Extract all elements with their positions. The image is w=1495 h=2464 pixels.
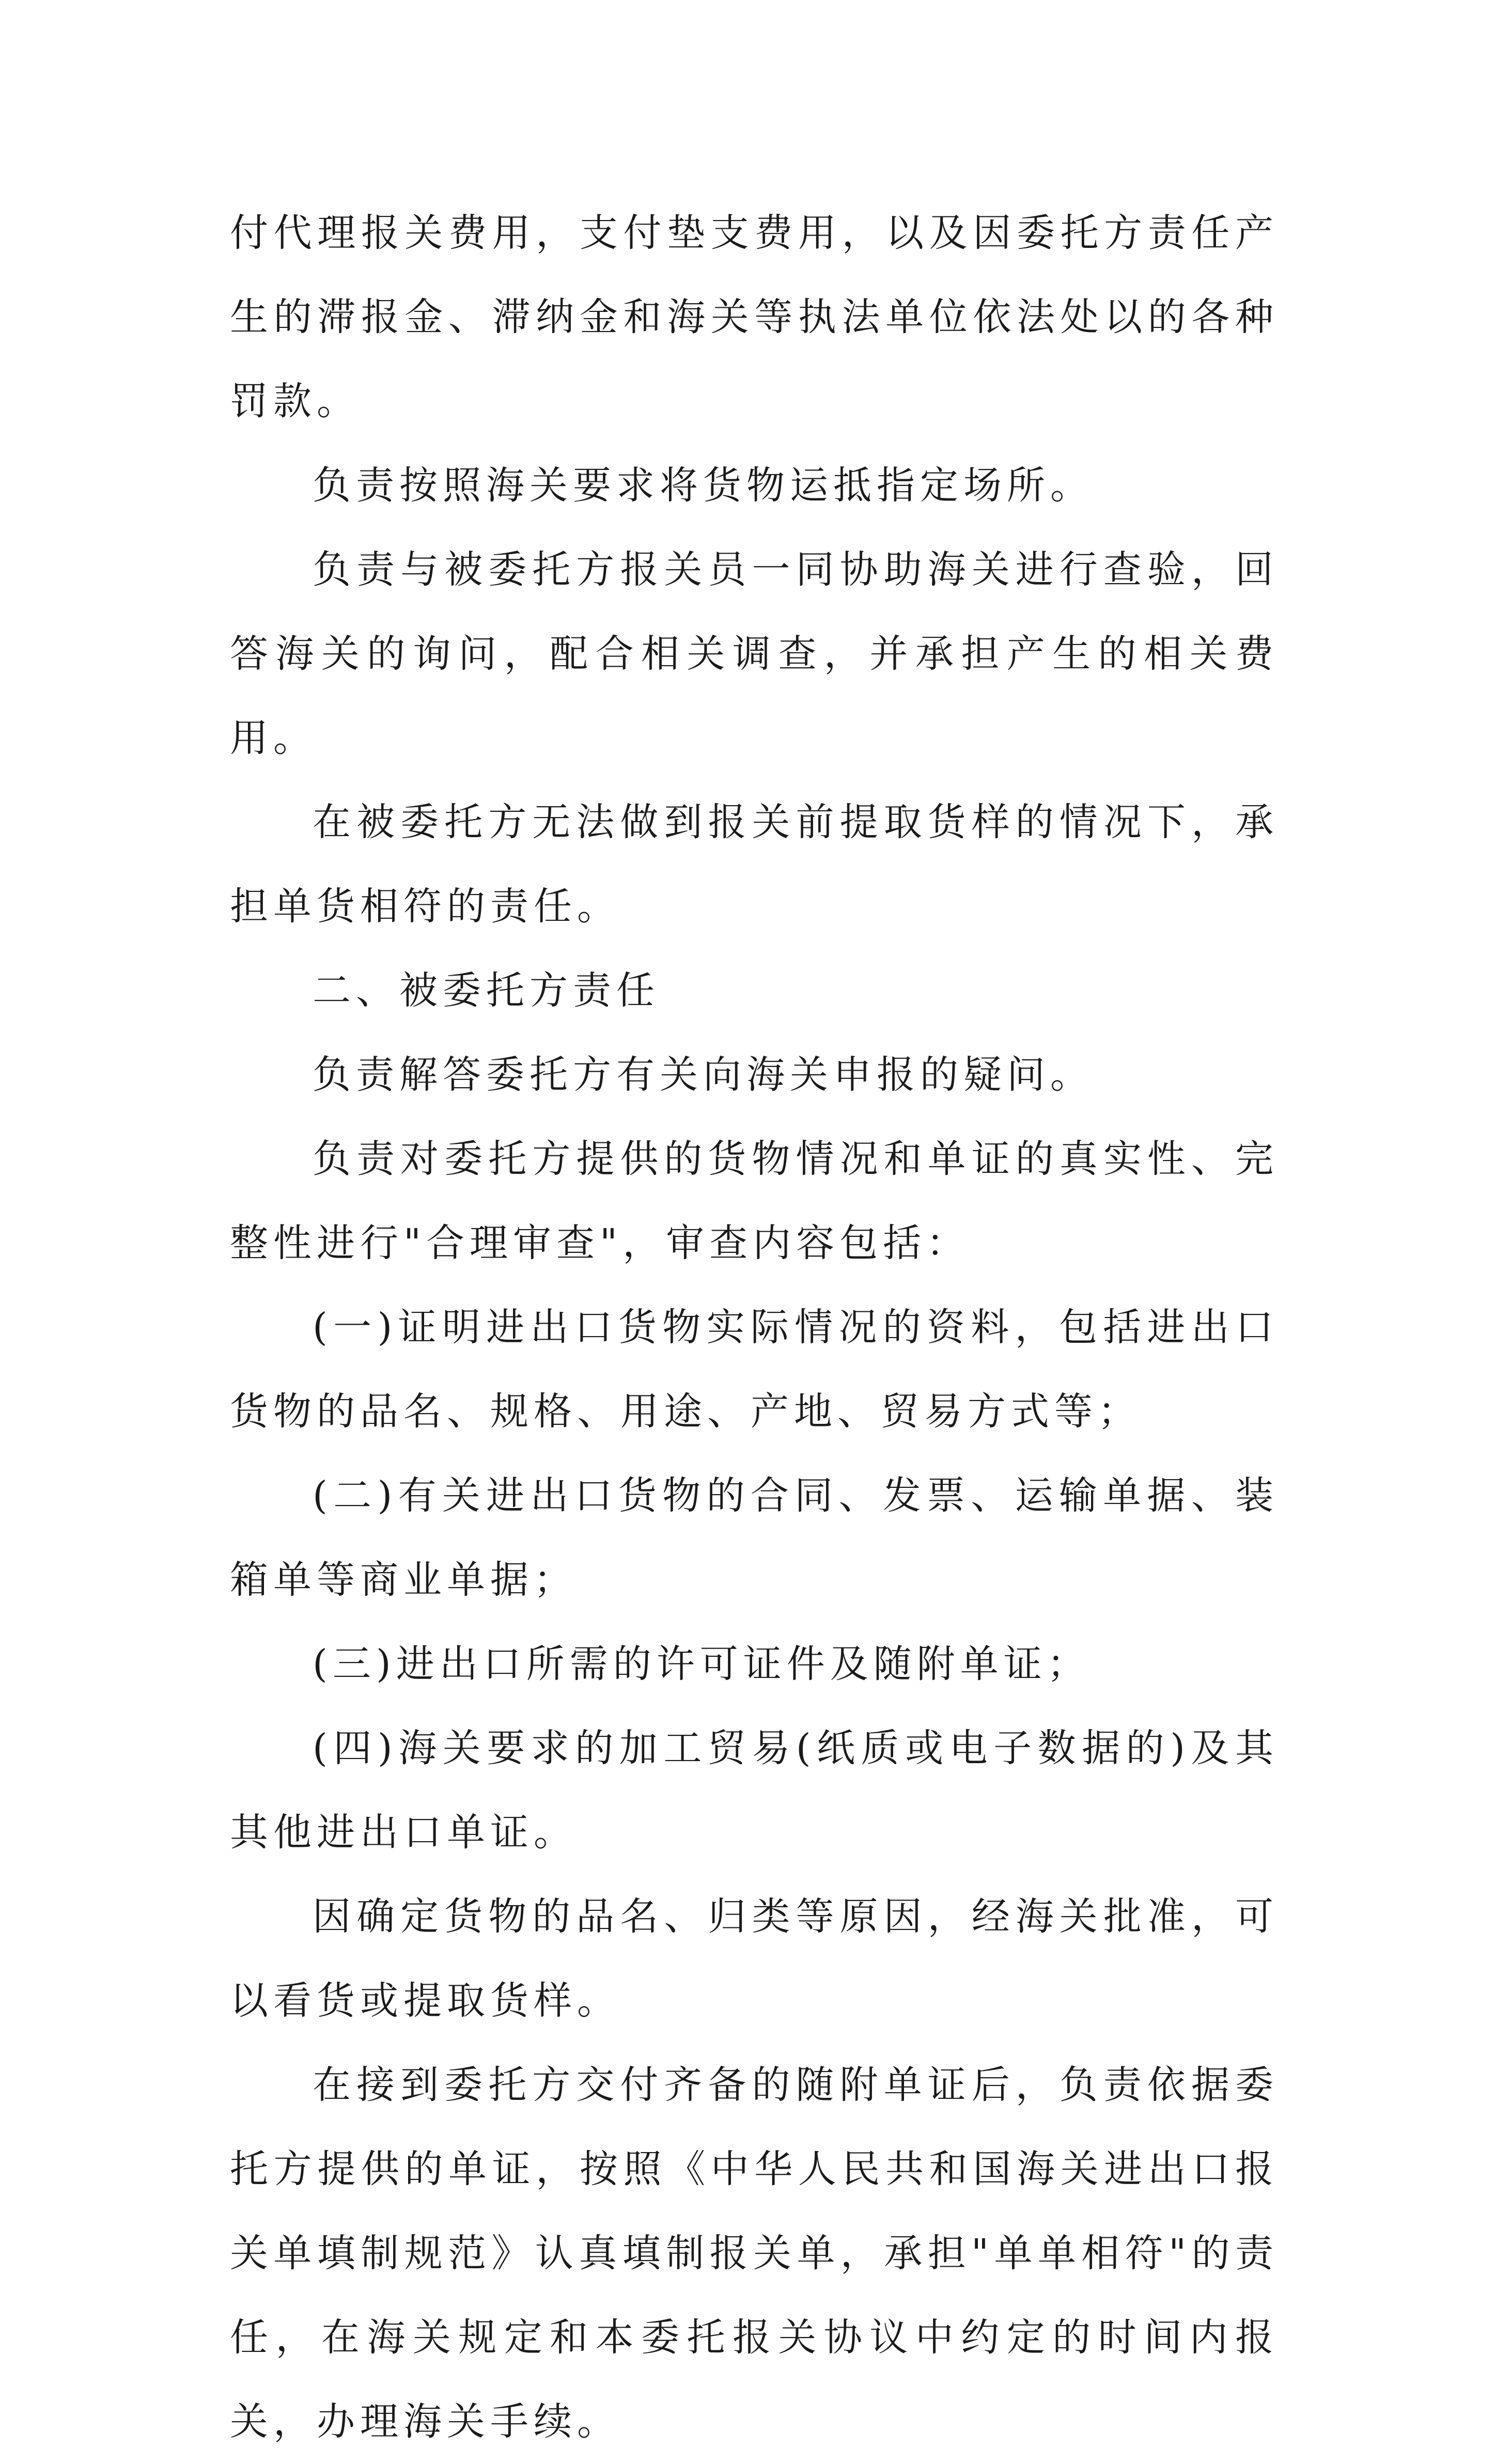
- list-item: (一)证明进出口货物实际情况的资料，包括进出口货物的品名、规格、用途、产地、贸易方式等；: [230, 1305, 1279, 1434]
- list-item: (四)海关要求的加工贸易(纸质或电子数据的)及其其他进出口单证。: [230, 1726, 1279, 1855]
- paragraph: 负责解答委托方有关向海关申报的疑问。: [313, 1053, 1094, 1097]
- section-heading: 二、被委托方责任: [313, 968, 660, 1013]
- paragraph: 付代理报关费用，支付垫支费用，以及因委托方责任产生的滞报金、滞纳金和海关等执法单位依法处以的各种罚款。: [230, 211, 1279, 423]
- paragraph: 在接到委托方交付齐备的随附单证后，负责依据委托方提供的单证，按照《中华人民共和国海关进出口报关单填制规范》认真填制报关单，承担"单单相符"的责任，在海关规定和本委托报关协议中约定的时间内报关，办理海关手续。: [230, 2063, 1279, 2444]
- document-body: [230, 191, 1279, 2464]
- paragraph: 因确定货物的品名、归类等原因，经海关批准，可以看货或提取货样。: [230, 1894, 1279, 2023]
- paragraph: 负责与被委托方报关员一同协助海关进行查验，回答海关的询问，配合相关调查，并承担产生的相关费用。: [230, 547, 1279, 760]
- list-item: (二)有关进出口货物的合同、发票、运输单据、装箱单等商业单据；: [230, 1473, 1279, 1602]
- paragraph: 负责按照海关要求将货物运抵指定场所。: [313, 463, 1094, 508]
- paragraph: 在被委托方无法做到报关前提取货样的情况下，承担单货相符的责任。: [230, 800, 1279, 929]
- list-item: (三)进出口所需的许可证件及随附单证；: [313, 1642, 1091, 1686]
- paragraph: 负责对委托方提供的货物情况和单证的真实性、完整性进行"合理审查"，审查内容包括：: [230, 1137, 1279, 1265]
